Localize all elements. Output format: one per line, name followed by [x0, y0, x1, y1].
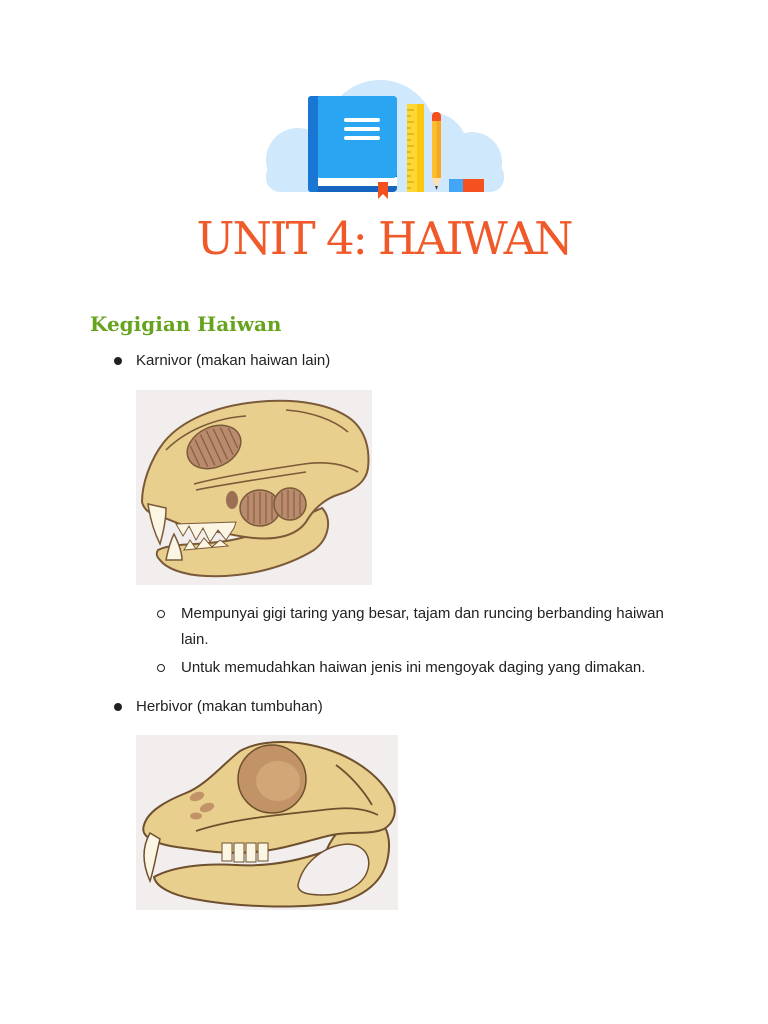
list-item-carnivore	[136, 348, 330, 374]
sub-list-item-text: Mempunyai gigi taring yang besar, tajam dan runcing berbanding haiwan lain.	[181, 605, 664, 648]
pencil-icon	[432, 112, 441, 190]
carnivore-skull-drawing	[136, 390, 372, 585]
bookmark-ribbon	[378, 182, 388, 199]
eraser-body	[463, 179, 484, 192]
eye-socket-inner	[256, 761, 300, 801]
carnivore-skull-image	[136, 390, 372, 585]
eraser-icon	[449, 179, 484, 192]
herbivore-skull-image	[136, 735, 398, 910]
list-item-herbivore	[136, 694, 323, 720]
book-icon	[308, 96, 397, 199]
filled-bullet-icon	[114, 357, 122, 365]
hollow-bullet-icon	[157, 664, 165, 672]
sub-list-item	[181, 601, 679, 653]
list-item-label: Herbivor (makan tumbuhan)	[136, 698, 323, 715]
sub-list	[181, 601, 679, 681]
ruler-edge	[417, 104, 424, 192]
book-spine	[308, 96, 318, 192]
sub-list-item	[181, 655, 679, 681]
skull-foramen	[226, 491, 238, 509]
hollow-bullet-icon	[157, 610, 165, 618]
sub-list-item-text: Untuk memudahkan haiwan jenis ini mengoyak daging yang dimakan.	[181, 659, 646, 676]
ruler-icon	[407, 104, 424, 192]
pencil-shade	[437, 121, 442, 178]
header-illustration	[260, 78, 510, 203]
page-title: UNIT 4: HAIWAN	[196, 212, 572, 265]
list-item-label: Karnivor (makan haiwan lain)	[136, 352, 331, 369]
fossa-lobe	[274, 488, 306, 520]
eraser-sleeve	[449, 179, 463, 192]
herbivore-skull-drawing	[136, 735, 398, 910]
section-heading: Kegigian Haiwan	[90, 312, 282, 336]
filled-bullet-icon	[114, 703, 122, 711]
